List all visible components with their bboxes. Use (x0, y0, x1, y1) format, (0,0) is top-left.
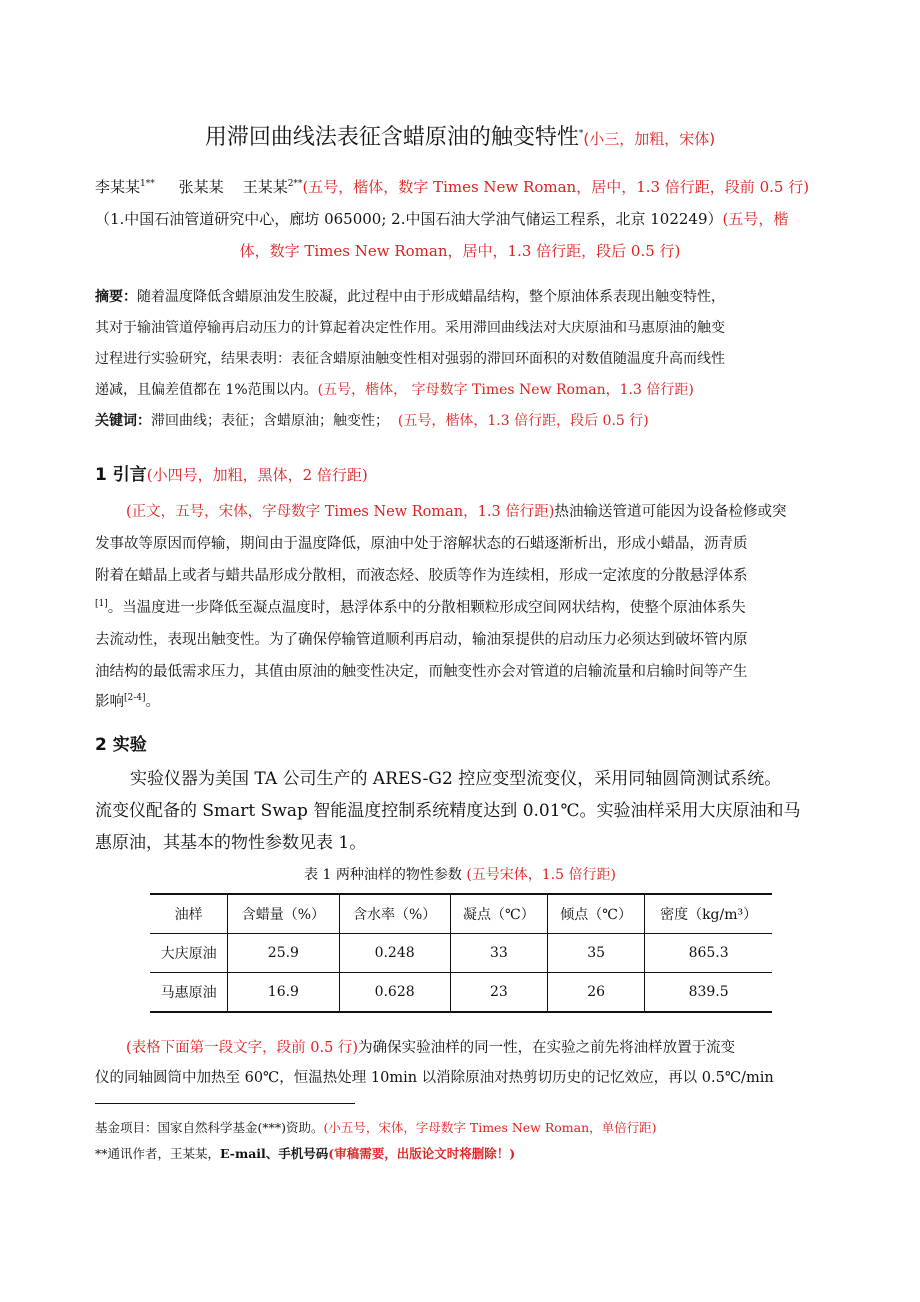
experiment-line-1: 实验仪器为美国 TA 公司生产的 ARES-G2 控应变型流变仪，采用同轴圆筒测试系统。 (130, 769, 782, 789)
intro-line-3: 附着在蜡晶上或者与蜡共晶形成分散相，而液态烃、胶质等作为连续相，形成一定浓度的分散悬浮体系 (95, 568, 748, 584)
section-1-format-note: (小四号，加粗，黑体，2 倍行距) (146, 466, 368, 484)
intro-line-7 (95, 690, 160, 711)
table-header-cell: 凝点（℃） (450, 894, 547, 934)
title-format-note: (小三，加粗，宋体) (583, 130, 716, 148)
table-cell: 26 (548, 973, 645, 1013)
intro-text-4: 。当温度进一步降低至凝点温度时，悬浮体系中的分散相颗粒形成空间网状结构，使整个原油体系失 (107, 600, 746, 616)
experiment-line-3: 惠原油，其基本的物性参数见表 1。 (95, 833, 367, 853)
abstract-format-note: (五号，楷体， 字母数字 Times New Roman，1.3 倍行距) (317, 382, 694, 398)
table-cell: 23 (450, 973, 547, 1013)
after-table-note: (表格下面第一段文字，段前 0.5 行) (126, 1040, 359, 1056)
table-caption-note: (五号宋体，1.5 倍行距) (466, 867, 616, 883)
table-row (150, 973, 772, 1013)
table-header-cell: 含水率（%） (339, 894, 450, 934)
table-cell: 大庆原油 (150, 934, 228, 973)
table-row (150, 934, 772, 973)
title-mark: * (578, 128, 584, 139)
affiliation-note-part1: (五号，楷 (722, 210, 789, 228)
intro-line-4 (95, 596, 746, 617)
author-line (95, 176, 809, 197)
table-cell: 839.5 (645, 973, 772, 1013)
intro-line-5: 去流动性，表现出触变性。为了确保停输管道顺利再启动，输油泵提供的启动压力必须达到破坏管内原 (95, 632, 748, 648)
footnote-funding (95, 1118, 657, 1136)
table-header-cell: 密度（kg/m³） (645, 894, 772, 934)
table-header-cell: 含蜡量（%） (228, 894, 339, 934)
citation-2-4: [2-4] (124, 693, 146, 704)
keywords-text: 滞回曲线；表征；含蜡原油；触变性； (151, 413, 389, 429)
table-cell: 33 (450, 934, 547, 973)
paper-title (0, 120, 920, 151)
affiliation-note-part2: 体，数字 Times New Roman，居中，1.3 倍行距，段后 0.5 行) (239, 242, 681, 260)
table-cell: 16.9 (228, 973, 339, 1013)
abstract-line-1 (95, 286, 725, 306)
keywords-line (95, 410, 649, 430)
intro-text-7-end: 。 (145, 694, 161, 710)
title-text: 用滞回曲线法表征含蜡原油的触变特性 (204, 125, 579, 150)
affiliation-line-2 (0, 240, 920, 261)
corresponding-note: (审稿需要，出版论文时将删除！) (328, 1146, 516, 1161)
keywords-label: 关键词： (95, 413, 151, 429)
funding-text: 基金项目：国家自然科学基金(***)资助。 (95, 1120, 324, 1135)
intro-text-7: 影响 (95, 694, 124, 710)
table-header-row (150, 894, 772, 934)
abstract-text-4: 递减，且偏差值都在 1%范围以内。 (95, 382, 318, 398)
after-table-line-2: 仪的同轴圆筒中加热至 60℃，恒温热处理 10min 以消除原油对热剪切历史的记忆效应，再以 0.5℃/min (95, 1070, 774, 1086)
properties-table (150, 893, 772, 1013)
table-header-cell: 油样 (150, 894, 228, 934)
after-table-line-1 (126, 1036, 735, 1057)
table-cell: 865.3 (645, 934, 772, 973)
section-2-heading: 2 实验 (95, 735, 147, 755)
keywords-format-note: (五号，楷体，1.3 倍行距，段后 0.5 行) (397, 413, 649, 429)
citation-1: [1] (95, 599, 108, 610)
abstract-label: 摘要： (95, 289, 137, 305)
author-3-mark: 2** (287, 179, 303, 189)
table-cell: 0.628 (339, 973, 450, 1013)
abstract-line-2: 其对于输油管道停输再启动压力的计算起着决定性作用。采用滞回曲线法对大庆原油和马惠原油的触变 (95, 320, 725, 336)
author-format-note: (五号，楷体，数字 Times New Roman，居中，1.3 倍行距，段前 0.5 行) (302, 178, 810, 196)
table-cell: 35 (548, 934, 645, 973)
intro-line-2: 发事故等原因而停输，期间由于温度降低，原油中处于溶解状态的石蜡逐渐析出，形成小蜡晶，沥青质 (95, 536, 748, 552)
section-1-heading (95, 460, 368, 485)
intro-text-1: 热油输送管道可能因为设备检修或突 (554, 504, 787, 520)
table-cell: 0.248 (339, 934, 450, 973)
table-caption (0, 864, 920, 884)
author-1: 李某某 (95, 178, 141, 196)
corresponding-contact: E-mail、手机号码 (220, 1146, 329, 1161)
experiment-line-2: 流变仪配备的 Smart Swap 智能温度控制系统精度达到 0.01℃。实验油样采用大庆原油和马 (95, 801, 801, 821)
abstract-text-1: 随着温度降低含蜡原油发生胶凝，此过程中由于形成蜡晶结构，整个原油体系表现出触变特性， (137, 289, 725, 305)
table-cell: 25.9 (228, 934, 339, 973)
author-3: 王某某 (242, 178, 288, 196)
abstract-line-4 (95, 379, 694, 399)
footnote-corresponding (95, 1144, 515, 1162)
author-2: 张某某 (178, 178, 224, 196)
intro-line-1 (126, 500, 786, 521)
table-cell: 马惠原油 (150, 973, 228, 1013)
intro-format-note: (正文，五号，宋体，字母数字 Times New Roman，1.3 倍行距) (126, 504, 555, 520)
corresponding-text: **通讯作者，王某某， (95, 1146, 221, 1161)
affiliation-line-1 (95, 208, 788, 229)
table-caption-text: 表 1 两种油样的物性参数 (304, 867, 462, 883)
affiliation-text: （1.中国石油管道研究中心，廊坊 065000; 2.中国石油大学油气储运工程系，北京 102249） (95, 210, 723, 228)
intro-line-6: 油结构的最低需求压力，其值由原油的触变性决定，而触变性亦会对管道的启输流量和启输时间等产生 (95, 664, 748, 680)
footnote-divider (95, 1103, 355, 1104)
after-table-text-1: 为确保实验油样的同一性，在实验之前先将油样放置于流变 (358, 1040, 736, 1056)
abstract-line-3: 过程进行实验研究，结果表明：表征含蜡原油触变性相对强弱的滞回环面积的对数值随温度升高而线性 (95, 351, 725, 367)
author-1-mark: 1** (140, 179, 155, 189)
funding-format-note: (小五号，宋体，字母数字 Times New Roman，单倍行距) (323, 1120, 657, 1135)
table-header-cell: 倾点（℃） (548, 894, 645, 934)
section-1-title: 1 引言 (95, 465, 147, 485)
